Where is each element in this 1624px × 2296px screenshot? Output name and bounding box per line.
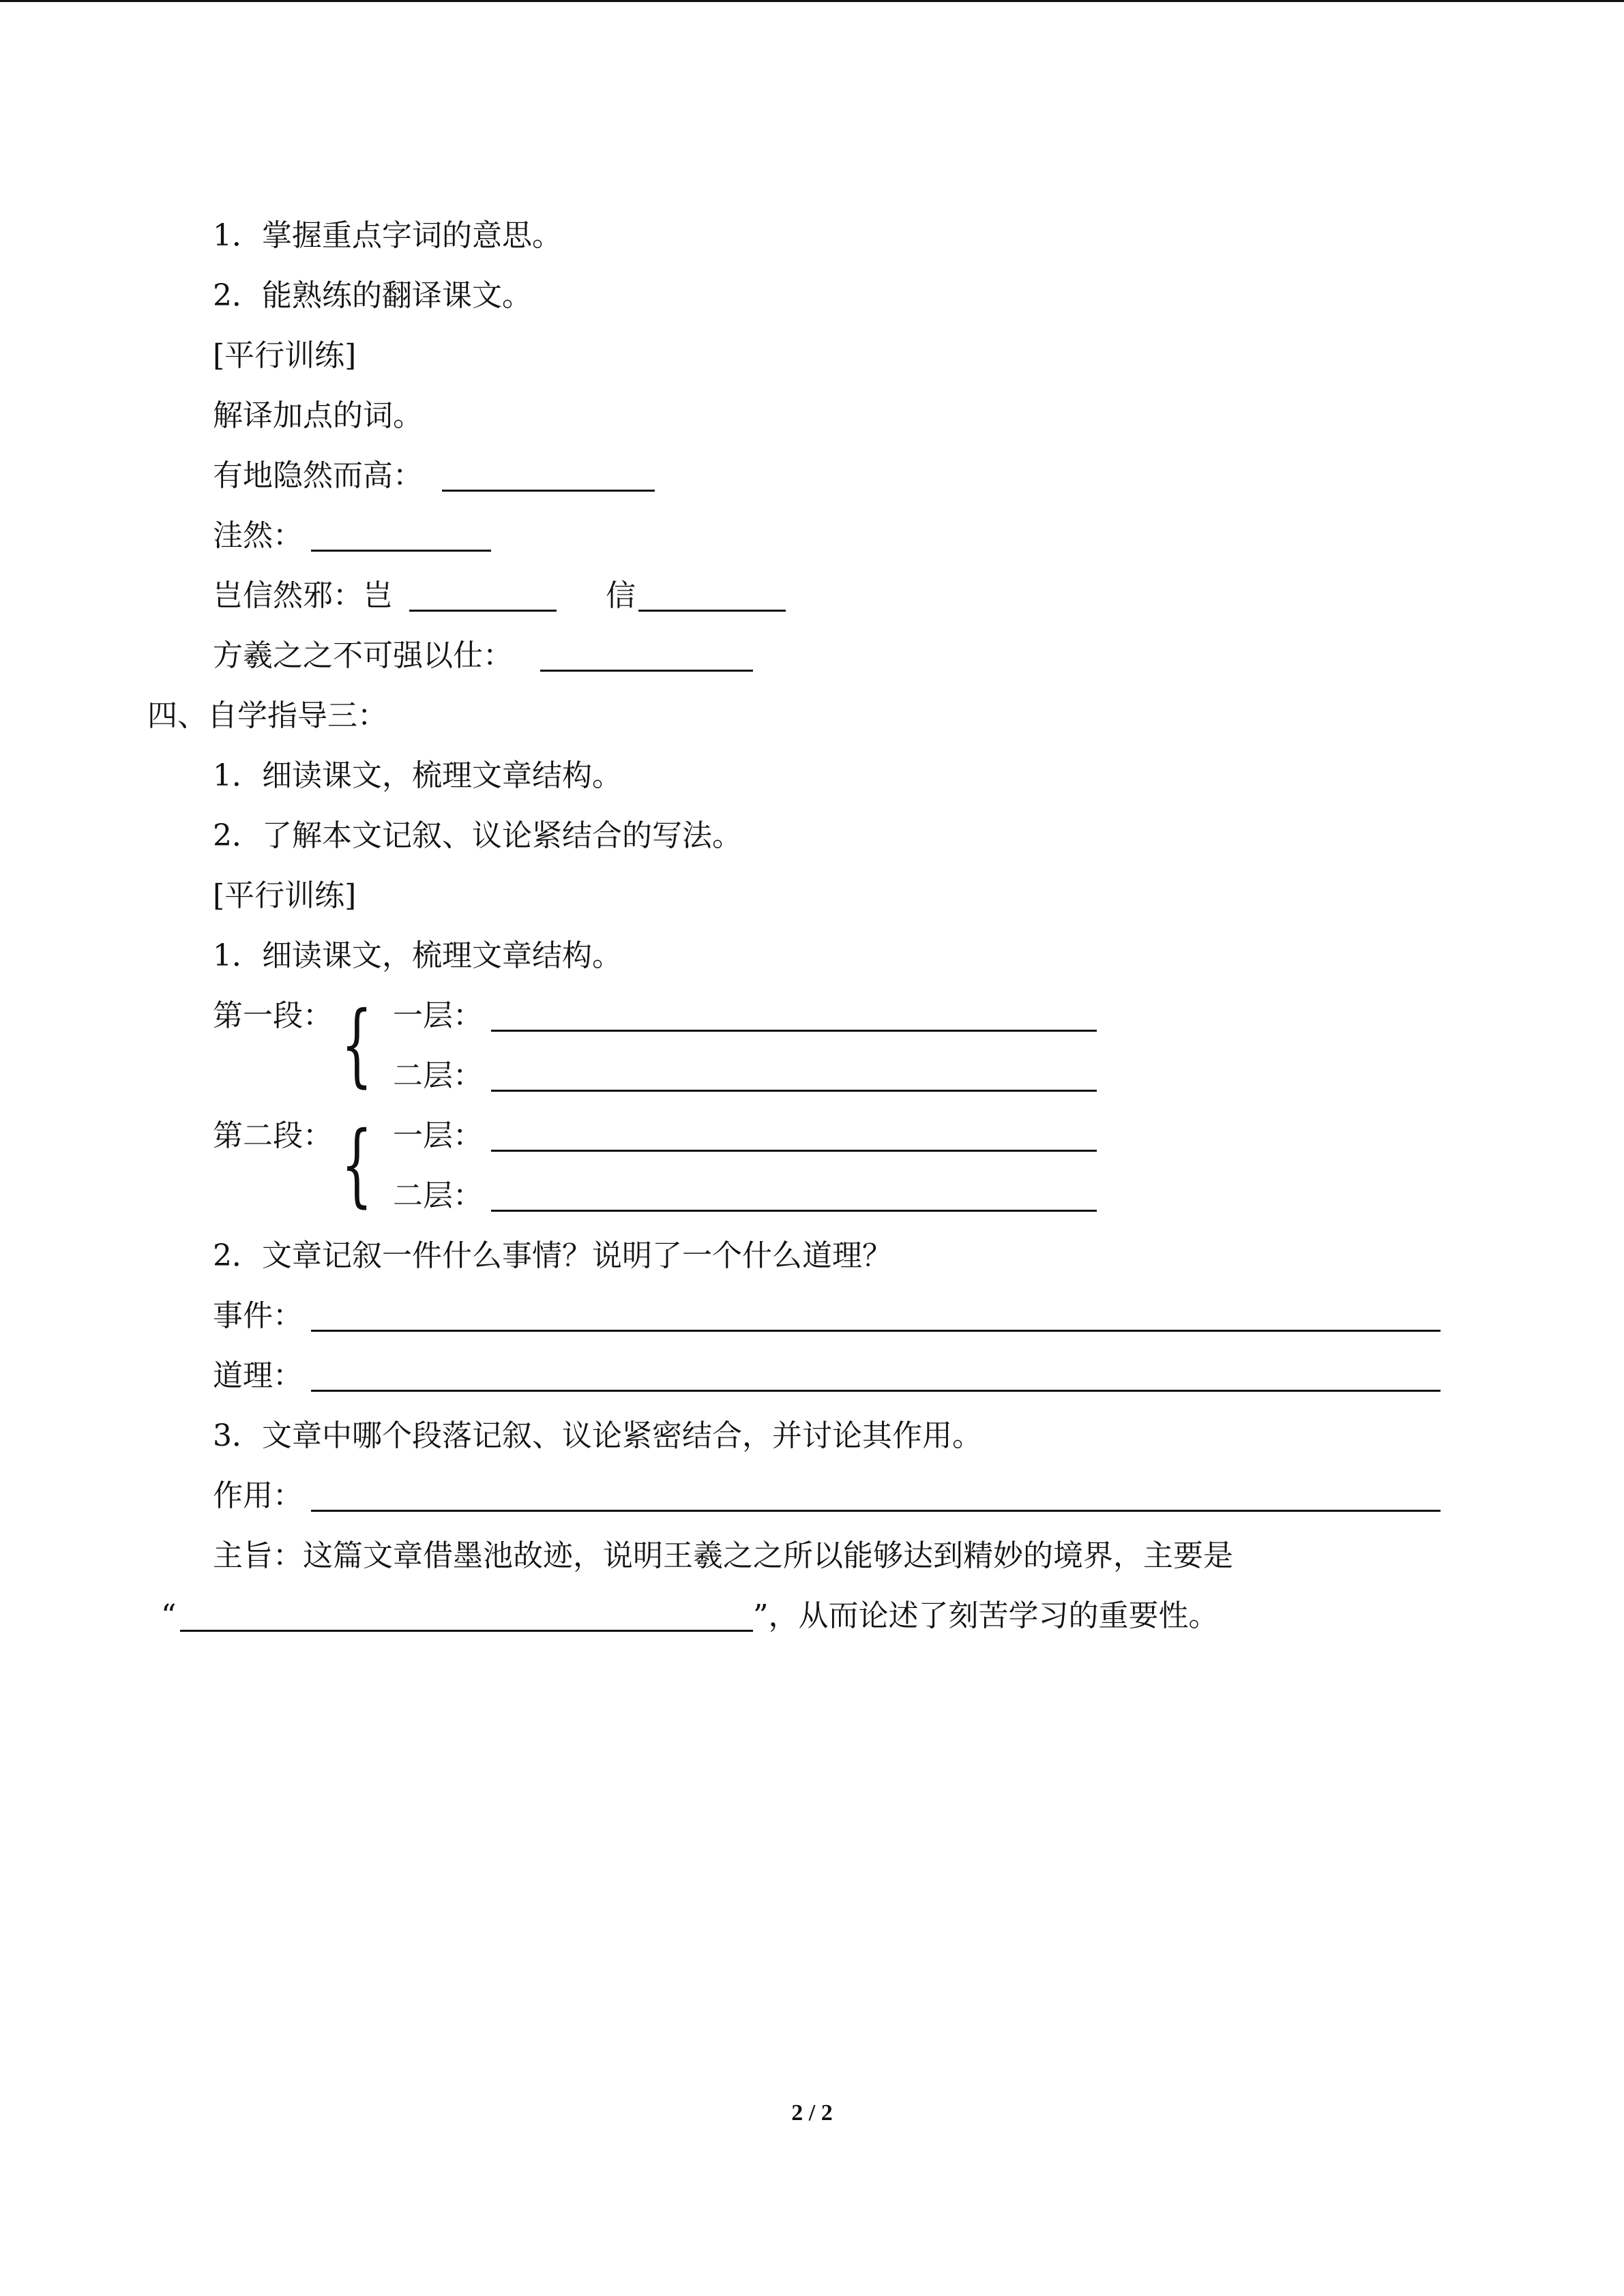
answer-blank[interactable] xyxy=(638,610,786,612)
practice-label: [平行训练] xyxy=(213,338,357,373)
brace-icon: { xyxy=(341,992,373,1097)
answer-blank[interactable] xyxy=(442,490,655,492)
item-1: 1．细读课文，梳理文章结构。 xyxy=(213,938,622,973)
paragraph-1-label: 第一段： xyxy=(213,998,333,1033)
answer-blank[interactable] xyxy=(311,1510,1441,1512)
question-2-label: 洼然： xyxy=(213,518,303,553)
answer-blank[interactable] xyxy=(180,1630,753,1632)
question-3-label: 岂信然邪：岂 xyxy=(213,578,393,613)
layer-1-label: 一层： xyxy=(393,998,483,1033)
answer-blank[interactable] xyxy=(311,550,491,552)
answer-blank[interactable] xyxy=(491,1090,1097,1092)
answer-blank[interactable] xyxy=(491,1150,1097,1152)
task-instruction: 解译加点的词。 xyxy=(213,398,423,433)
goal-1: 1．掌握重点字词的意思。 xyxy=(213,218,562,253)
theme-line-1: 主旨：这篇文章借墨池故迹，说明王羲之之所以能够达到精妙的境界，主要是 xyxy=(213,1538,1233,1573)
effect-label: 作用： xyxy=(213,1478,303,1513)
layer-2-label: 二层： xyxy=(393,1058,483,1093)
brace-icon: { xyxy=(341,1112,373,1217)
theme-open-quote: “ xyxy=(161,1598,177,1633)
reason-label: 道理： xyxy=(213,1358,303,1393)
answer-blank[interactable] xyxy=(491,1210,1097,1212)
question-1-label: 有地隐然而高： xyxy=(213,458,423,493)
goal-2: 2．能熟练的翻译课文。 xyxy=(213,278,532,313)
question-3-mid-label: 信 xyxy=(606,578,636,613)
answer-blank[interactable] xyxy=(540,670,753,672)
answer-blank[interactable] xyxy=(311,1330,1441,1332)
layer-2-label: 二层： xyxy=(393,1178,483,1213)
question-4-label: 方羲之之不可强以仕： xyxy=(213,638,513,673)
answer-blank[interactable] xyxy=(491,1030,1097,1032)
paragraph-2-label: 第二段： xyxy=(213,1118,333,1153)
section-4-goal-1: 1．细读课文，梳理文章结构。 xyxy=(213,758,622,793)
section-4-heading: 四、自学指导三： xyxy=(147,698,387,733)
answer-blank[interactable] xyxy=(311,1390,1441,1392)
layer-1-label: 一层： xyxy=(393,1118,483,1153)
event-label: 事件： xyxy=(213,1298,303,1333)
page-number: 2 / 2 xyxy=(791,2100,833,2126)
item-3: 3．文章中哪个段落记叙、议论紧密结合，并讨论其作用。 xyxy=(213,1418,982,1453)
answer-blank[interactable] xyxy=(409,610,557,612)
theme-line-2: ”，从而论述了刻苦学习的重要性。 xyxy=(753,1598,1219,1633)
item-2: 2．文章记叙一件什么事情？说明了一个什么道理？ xyxy=(213,1238,892,1273)
section-4-practice-label: [平行训练] xyxy=(213,878,357,913)
section-4-goal-2: 2．了解本文记叙、议论紧结合的写法。 xyxy=(213,818,742,853)
